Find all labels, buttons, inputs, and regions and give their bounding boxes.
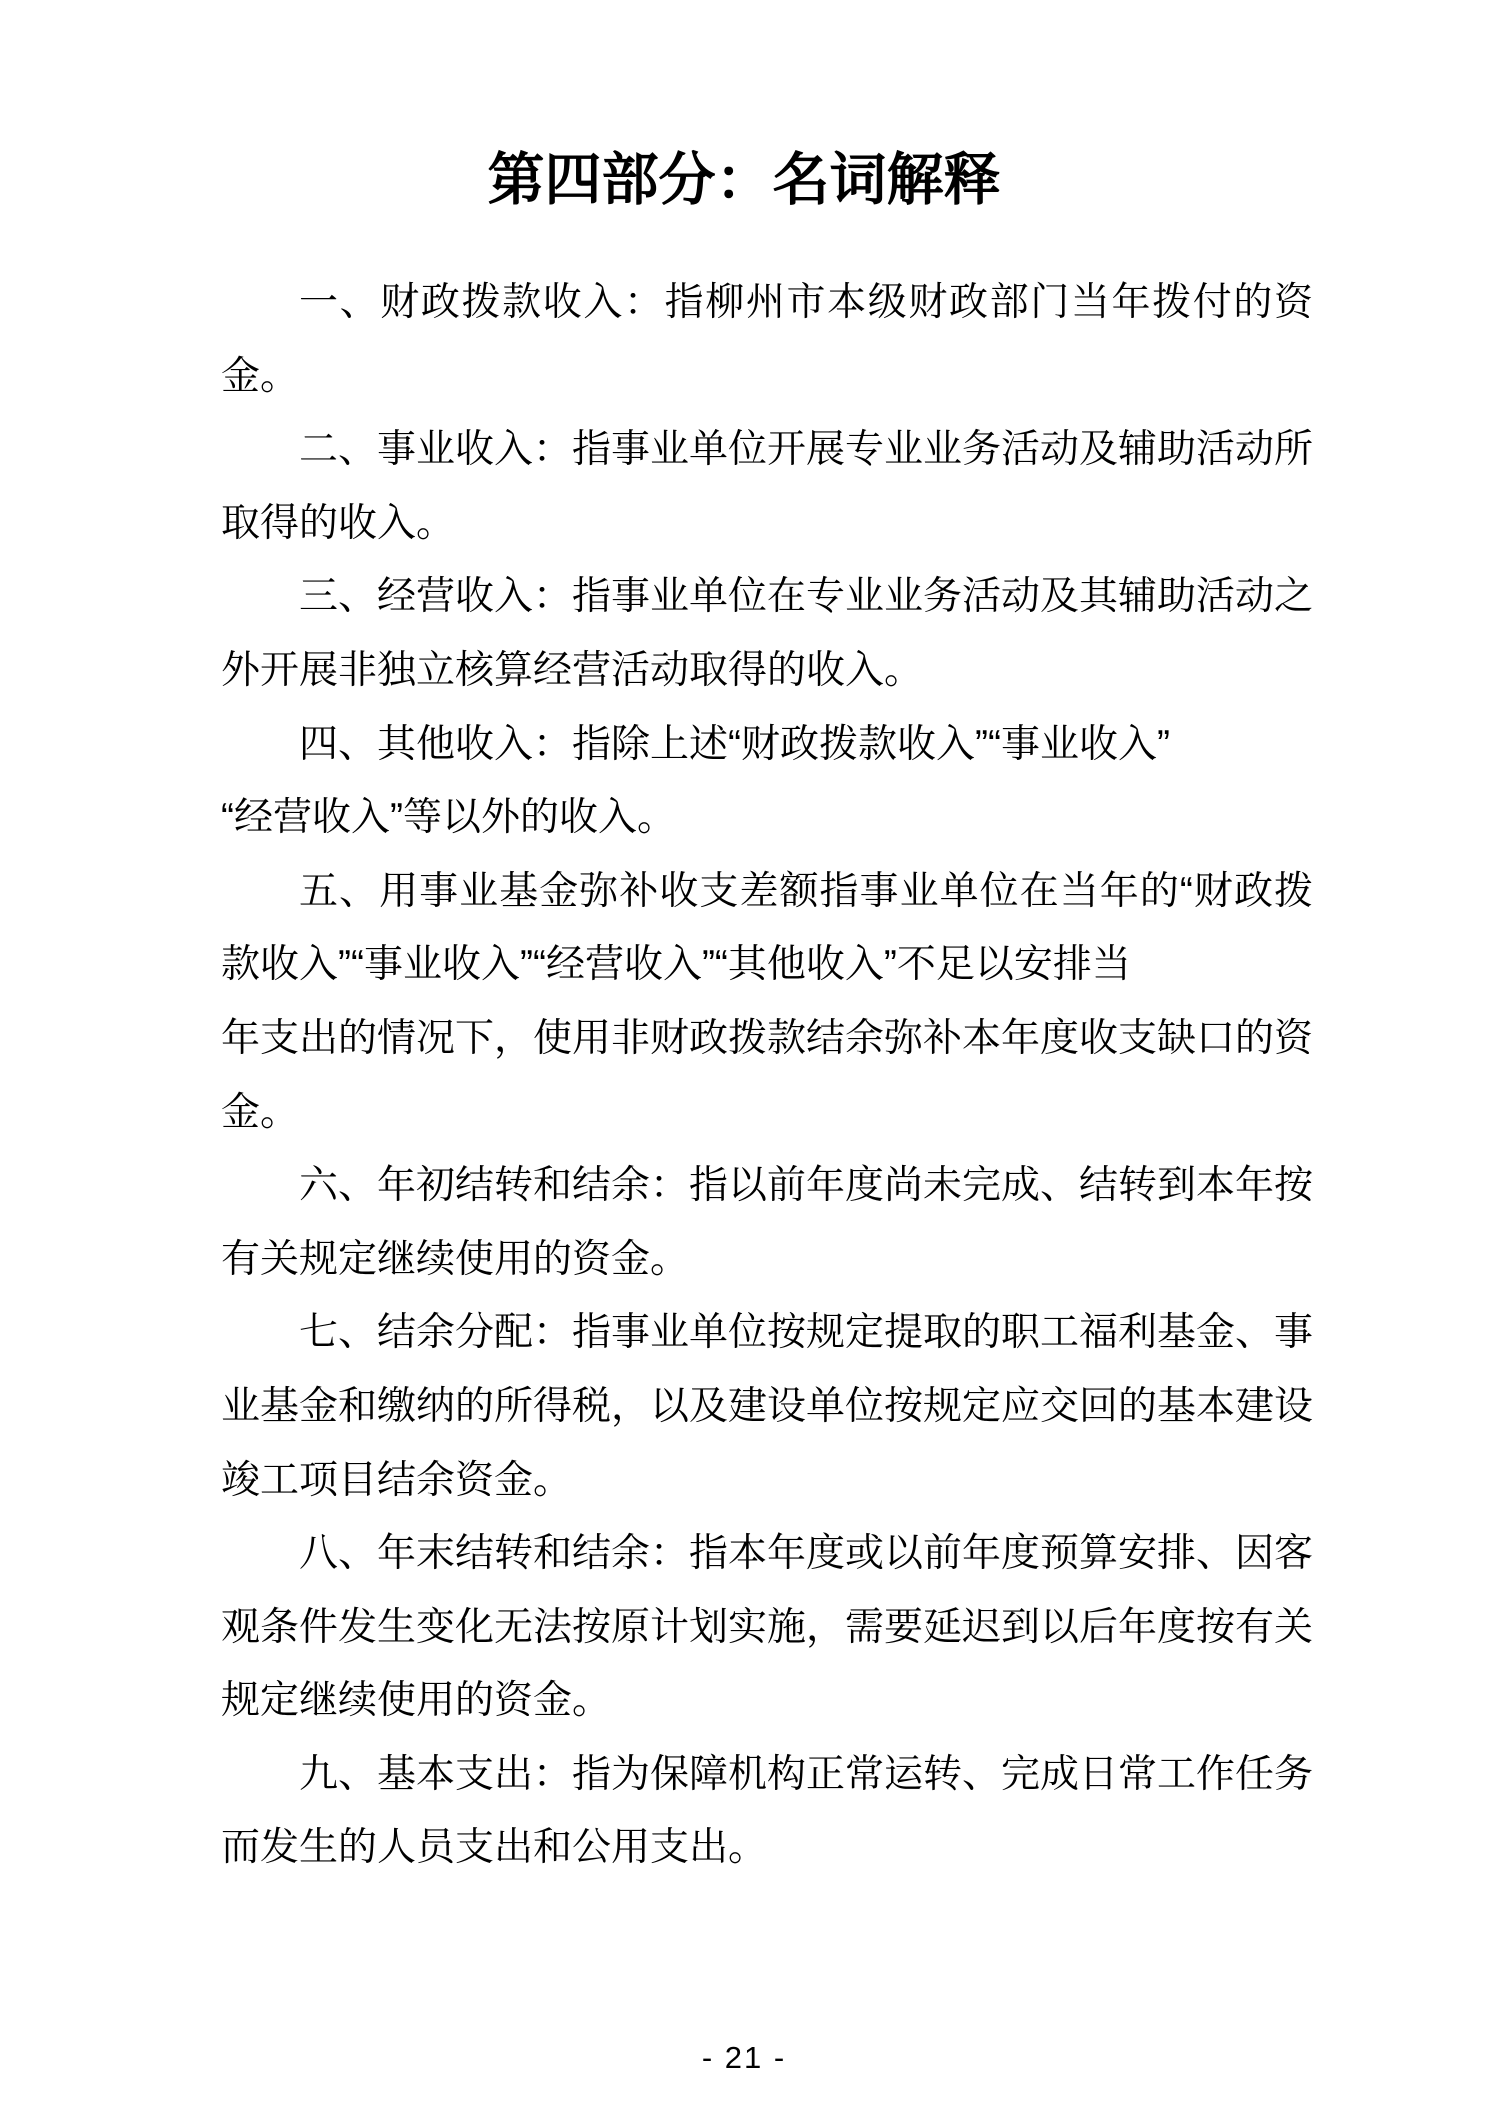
body-line: 三、经营收入：指事业单位在专业业务活动及其辅助活动之 [299,575,1314,619]
body-line: 五、用事业基金弥补收支差额指事业单位在当年的“财政拨 [299,869,1313,913]
body-line: 有关规定继续使用的资金。 [221,1237,690,1281]
body-line: 金。 [221,1090,300,1134]
body-line: 八、年末结转和结余：指本年度或以前年度预算安排、因客 [299,1532,1314,1576]
body-line: 一、财政拨款收入：指柳州市本级财政部门当年拨付的资 [299,281,1313,324]
document-body [221,266,1313,1885]
body-line: 二、事业收入：指事业单位开展专业业务活动及辅助活动所 [299,428,1314,472]
body-line: 竣工项目结余资金。 [221,1458,573,1502]
body-line: 年支出的情况下，使用非财政拨款结余弥补本年度收支缺口的资 [221,1016,1314,1060]
body-line: 外开展非独立核算经营活动取得的收入。 [221,648,924,692]
body-line: 业基金和缴纳的所得税，以及建设单位按规定应交回的基本建设 [221,1384,1314,1428]
body-line: 观条件发生变化无法按原计划实施，需要延迟到以后年度按有关 [221,1605,1314,1649]
body-line: 取得的收入。 [221,501,456,545]
body-line: 款收入”“事业收入”“经营收入”“其他收入”不足以安排当 [221,943,1131,987]
body-line: “经营收入”等以外的收入。 [221,796,676,840]
body-line: 四、其他收入：指除上述“财政拨款收入”“事业收入” [299,722,1170,766]
page-title: 第四部分：名词解释 [487,148,1001,212]
body-line: 金。 [221,354,300,398]
body-line: 而发生的人员支出和公用支出。 [221,1826,768,1870]
body-line: 规定继续使用的资金。 [221,1679,612,1723]
body-line: 六、年初结转和结余：指以前年度尚未完成、结转到本年按 [299,1164,1314,1208]
body-line: 九、基本支出：指为保障机构正常运转、完成日常工作任务 [299,1752,1314,1796]
body-line: 七、结余分配：指事业单位按规定提取的职工福利基金、事 [299,1311,1314,1355]
page-number: - 21 - [701,2040,787,2075]
